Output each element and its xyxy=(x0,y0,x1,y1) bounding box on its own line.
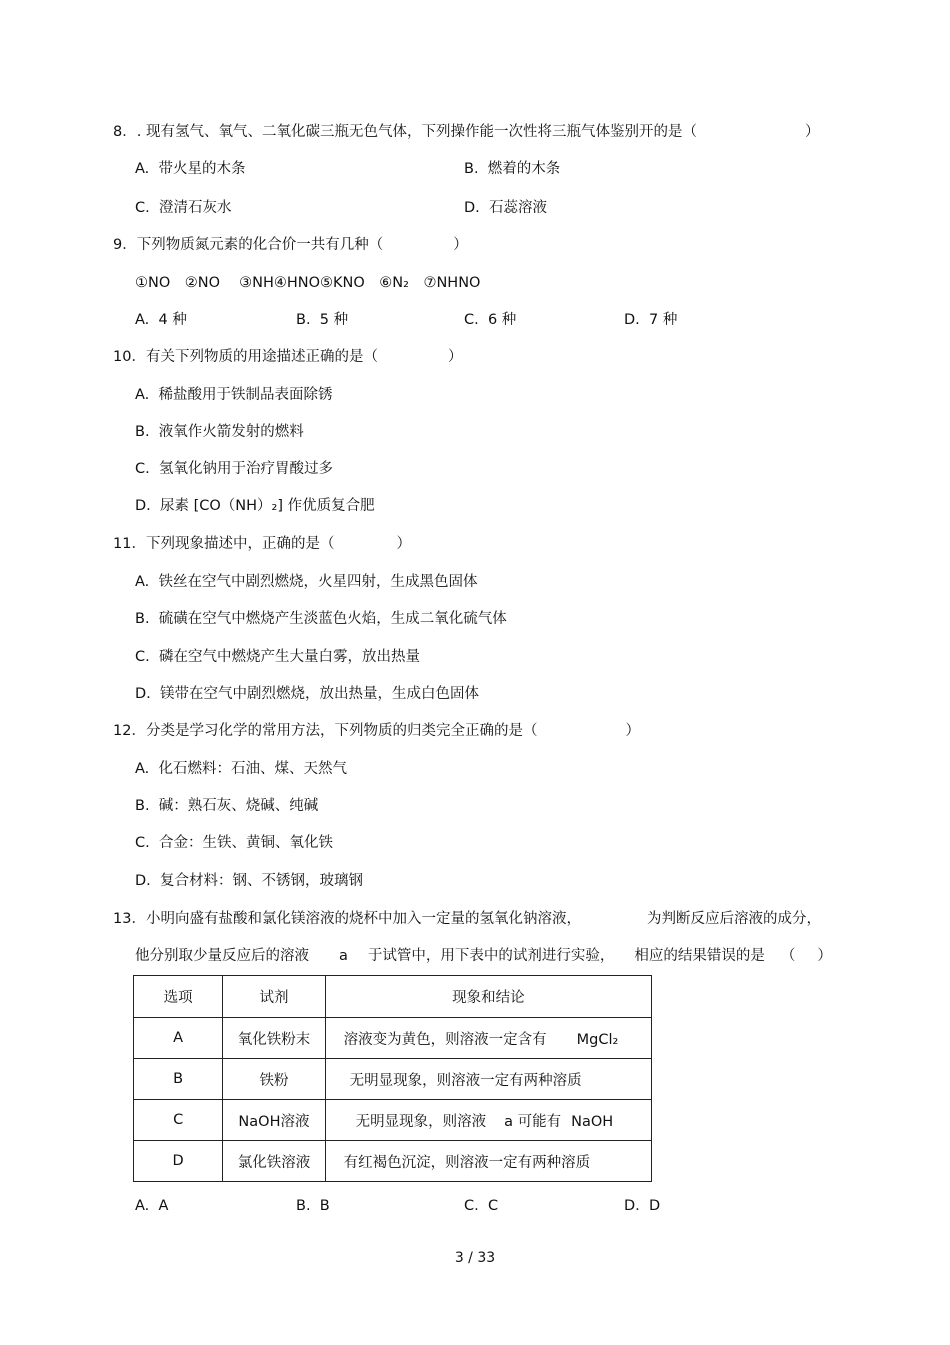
table-cell-reagent: 氧化铁粉末 xyxy=(223,1018,325,1059)
q8-option-a: A. 带火星的木条 xyxy=(135,161,246,177)
q8-option-b: B. 燃着的木条 xyxy=(464,161,561,177)
q9-stem: 9．下列物质氮元素的化合价一共有几种（ ） xyxy=(113,237,468,253)
page-number: 3 / 33 xyxy=(454,1250,496,1266)
q13-stem-line1: 13．小明向盛有盐酸和氯化镁溶液的烧杯中加入一定量的氢氧化钠溶液， 为判断反应后溶液的成分， xyxy=(113,911,821,927)
q8-option-d: D. 石蕊溶液 xyxy=(464,200,547,216)
q12-option-c: C. 合金：生铁、黄铜、氧化铁 xyxy=(135,835,333,851)
q11-option-a: A. 铁丝在空气中剧烈燃烧，火星四射，生成黑色固体 xyxy=(135,574,478,590)
q9-option-a: A. 4 种 xyxy=(135,312,187,328)
table-header-row xyxy=(134,976,652,1018)
q10-option-d: D. 尿素 [CO（NH）₂] 作优质复合肥 xyxy=(135,498,375,514)
q11-option-b: B. 硫磺在空气中燃烧产生淡蓝色火焰，生成二氧化硫气体 xyxy=(135,611,507,627)
table-cell-result: 无明显现象，则溶液一定有两种溶质 xyxy=(325,1059,651,1100)
q10-stem: 10．有关下列物质的用途描述正确的是（ ） xyxy=(113,349,463,365)
q11-option-c: C. 磷在空气中燃烧产生大量白雾，放出热量 xyxy=(135,649,420,665)
table-cell-option: B xyxy=(134,1059,223,1100)
q10-option-c: C. 氢氧化钠用于治疗胃酸过多 xyxy=(135,461,333,477)
table-header-option: 选项 xyxy=(134,976,223,1018)
q13-option-a: A. A xyxy=(135,1198,169,1214)
table-cell-result: 无明显现象，则溶液 a 可能有 NaOH xyxy=(325,1100,651,1141)
table-cell-result: 有红褐色沉淀，则溶液一定有两种溶质 xyxy=(325,1141,651,1182)
table-cell-reagent: 氯化铁溶液 xyxy=(223,1141,325,1182)
q13-stem-line2: 他分别取少量反应后的溶液 a 于试管中，用下表中的试剂进行实验， 相应的结果错误的是 （ ） xyxy=(135,948,832,964)
q12-option-d: D. 复合材料：钢、不锈钢，玻璃钢 xyxy=(135,873,363,889)
q11-option-d: D. 镁带在空气中剧烈燃烧，放出热量，生成白色固体 xyxy=(135,686,479,702)
q9-option-d: D. 7 种 xyxy=(624,312,678,328)
q13-option-b: B. B xyxy=(296,1198,330,1214)
q9-substances: ①NO ②NO ③NH④HNO⑤KNO ⑥N₂ ⑦NHNO xyxy=(135,275,481,291)
q12-option-b: B. 碱：熟石灰、烧碱、纯碱 xyxy=(135,798,319,814)
table-cell-result: 溶液变为黄色，则溶液一定含有 MgCl₂ xyxy=(325,1018,651,1059)
table-header-reagent: 试剂 xyxy=(223,976,325,1018)
table-row xyxy=(134,1059,652,1100)
table-cell-option: D xyxy=(134,1141,223,1182)
q13-table xyxy=(133,975,652,1182)
q9-option-b: B. 5 种 xyxy=(296,312,349,328)
table-cell-option: A xyxy=(134,1018,223,1059)
q12-stem: 12．分类是学习化学的常用方法，下列物质的归类完全正确的是（ ） xyxy=(113,723,640,739)
q13-option-c: C. C xyxy=(464,1198,499,1214)
q10-option-a: A. 稀盐酸用于铁制品表面除锈 xyxy=(135,387,333,403)
q10-option-b: B. 液氧作火箭发射的燃料 xyxy=(135,424,304,440)
table-cell-reagent: 铁粉 xyxy=(223,1059,325,1100)
table-cell-reagent: NaOH溶液 xyxy=(223,1100,325,1141)
q8-stem-text: 8．. 现有氢气、氧气、二氧化碳三瓶无色气体，下列操作能一次性将三瓶气体鉴别开的是（ xyxy=(113,124,697,140)
table-cell-option: C xyxy=(134,1100,223,1141)
table-row xyxy=(134,1018,652,1059)
q12-option-a: A. 化石燃料：石油、煤、天然气 xyxy=(135,761,347,777)
q11-stem: 11．下列现象描述中，正确的是（ ） xyxy=(113,536,411,552)
table-row xyxy=(134,1100,652,1141)
q13-option-d: D. D xyxy=(624,1198,661,1214)
table-header-result: 现象和结论 xyxy=(325,976,651,1018)
table-row xyxy=(134,1141,652,1182)
q9-option-c: C. 6 种 xyxy=(464,312,517,328)
q8-stem xyxy=(113,122,819,142)
q8-stem-close: ） xyxy=(804,124,820,140)
q8-option-c: C. 澄清石灰水 xyxy=(135,200,232,216)
